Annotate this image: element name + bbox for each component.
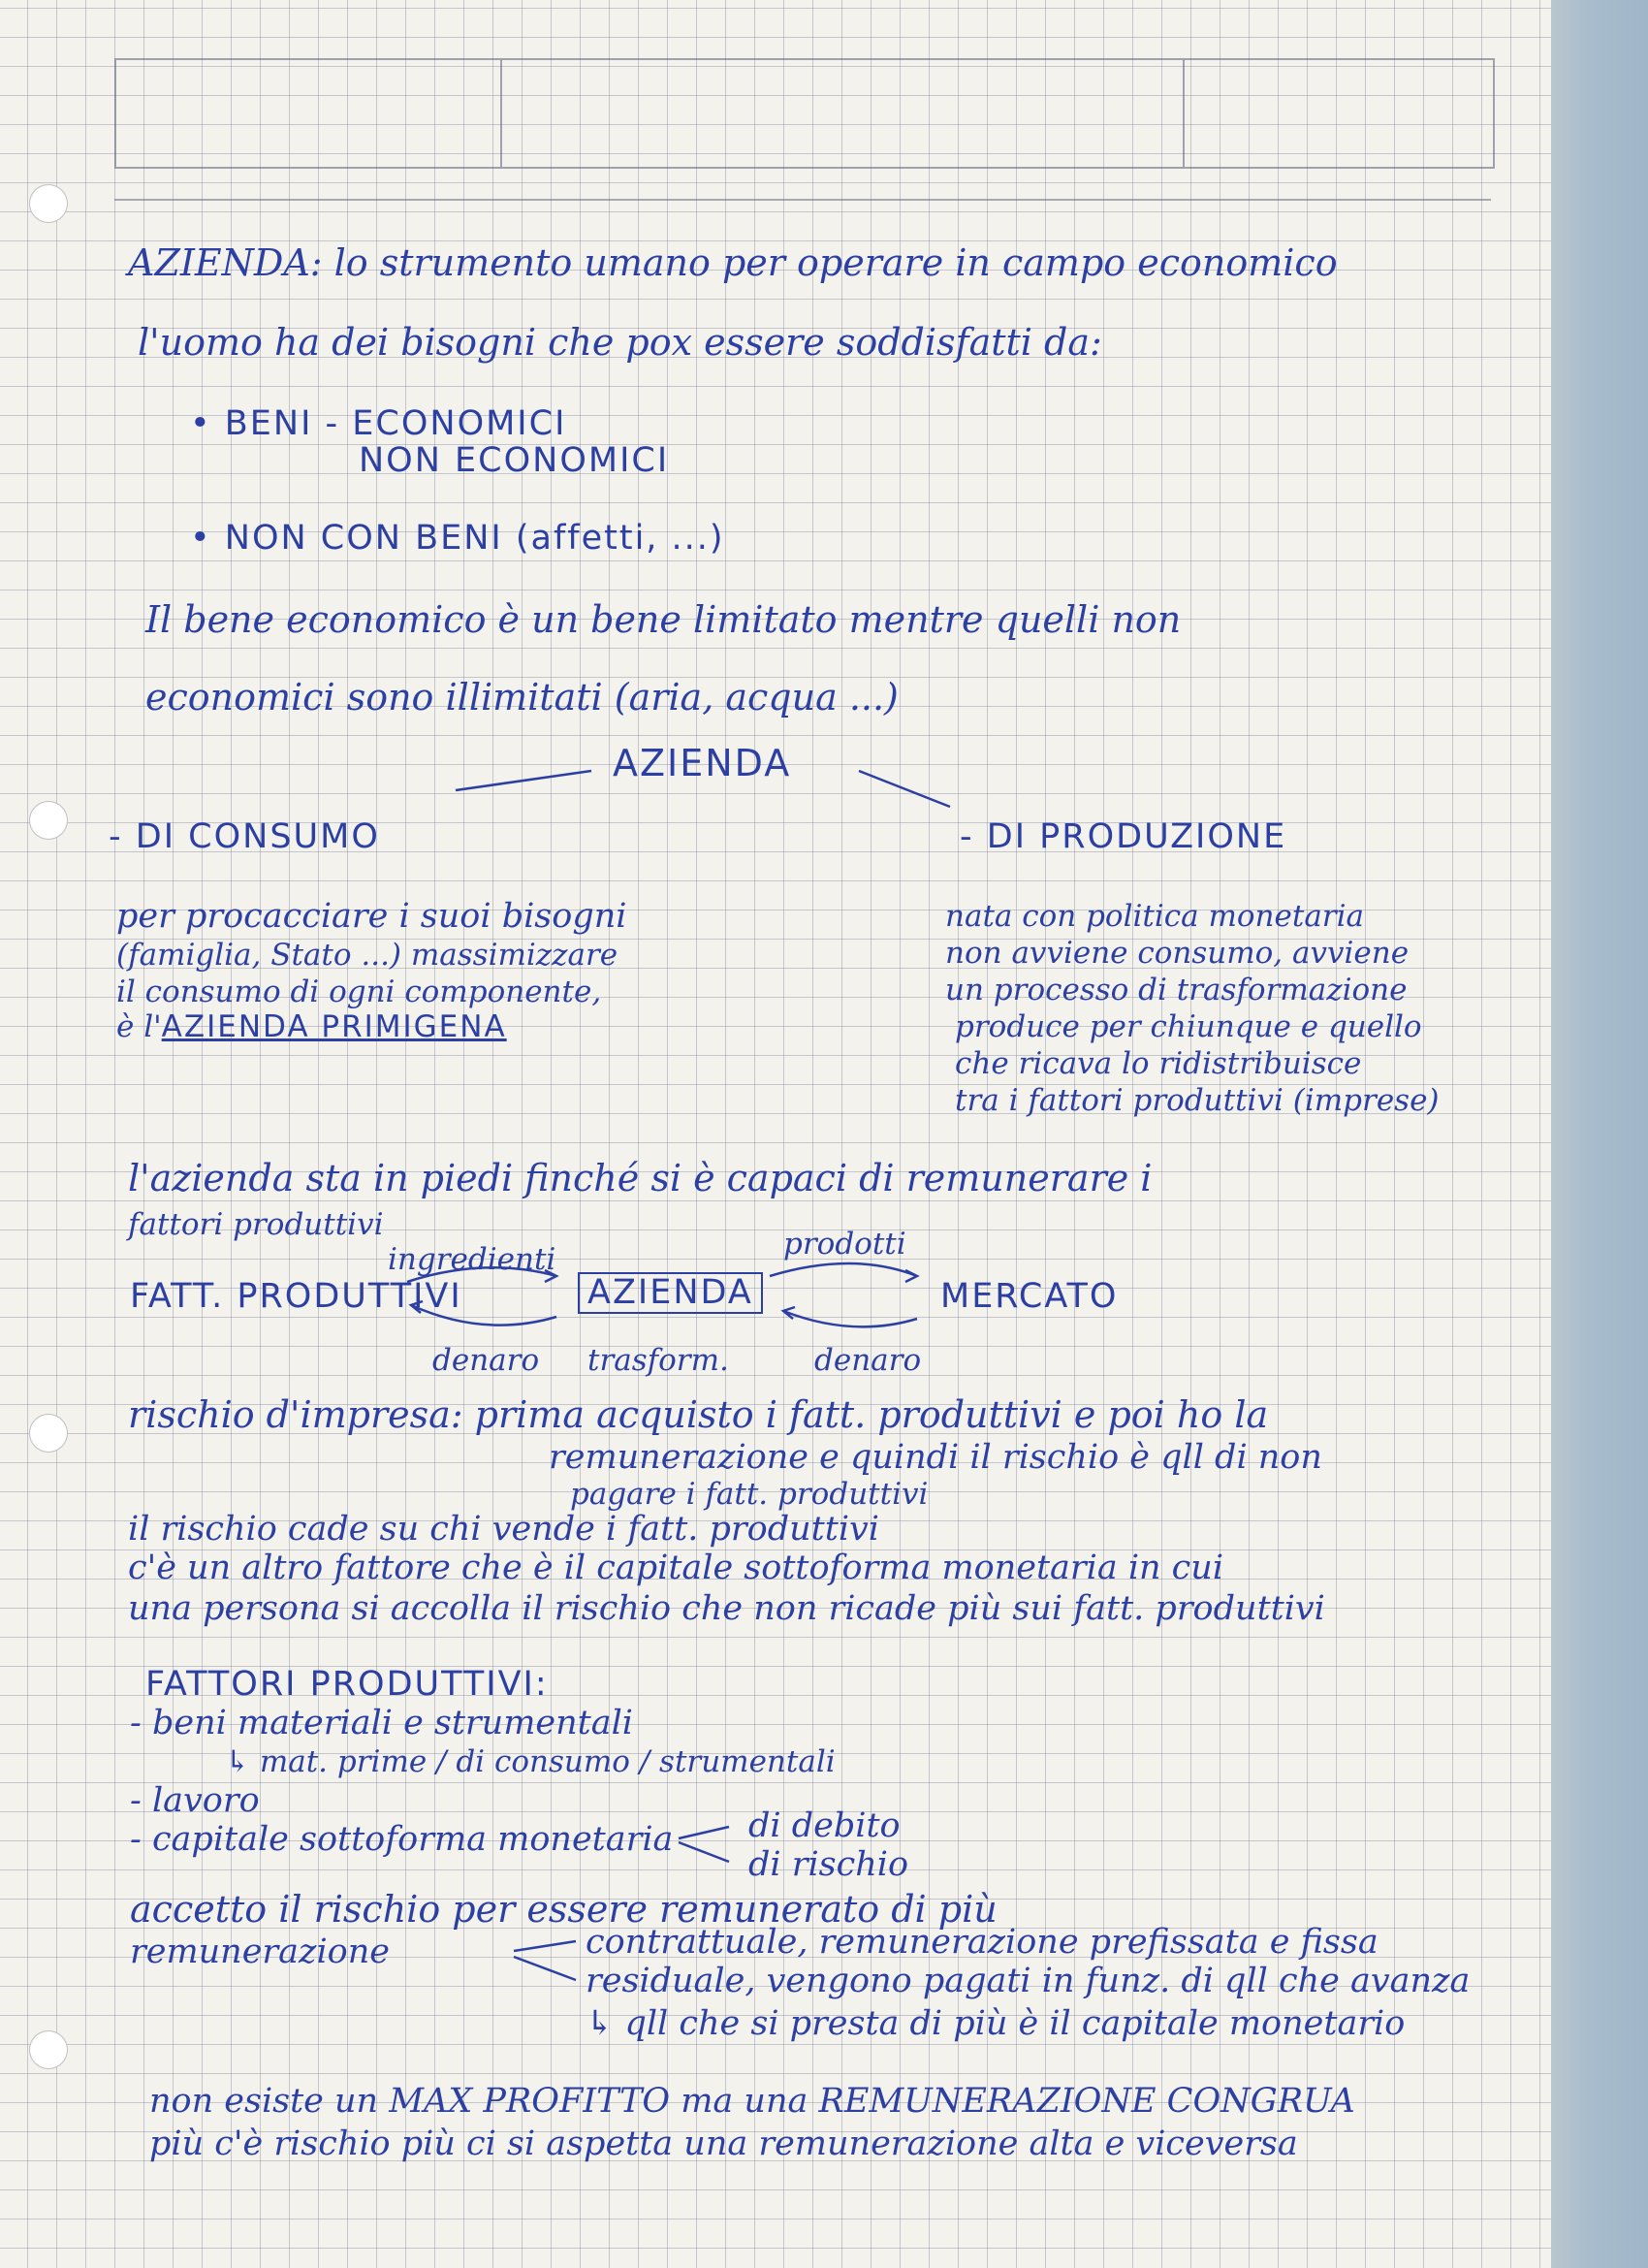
note-line: accetto il rischio per essere remunerato di più xyxy=(130,1888,998,1931)
label-trasform: trasform. xyxy=(587,1343,729,1378)
note-line: pagare i fatt. produttivi xyxy=(570,1477,929,1512)
branch-residuale: residuale, vengono pagati in funz. di qll che avanza xyxy=(586,1962,1471,2000)
label-denaro: denaro xyxy=(814,1343,922,1378)
note-line: l'azienda sta in piedi finché si è capaci di remunerare i xyxy=(128,1157,1153,1199)
page-edge xyxy=(1551,0,1648,2268)
note-line: il rischio cade su chi vende i fatt. produttivi xyxy=(128,1510,879,1549)
label-denaro: denaro xyxy=(432,1343,540,1378)
note-line: l'uomo ha dei bisogni che pox essere soddisfatti da: xyxy=(138,321,1102,364)
note-line: AZIENDA: lo strumento umano per operare in campo economico xyxy=(128,241,1338,284)
produzione-line: tra i fattori produttivi (imprese) xyxy=(955,1083,1440,1118)
consumo-line-text: è l' xyxy=(116,1009,162,1044)
branch-debito: di debito xyxy=(748,1806,901,1845)
note-line: fattori produttivi xyxy=(128,1207,384,1242)
consumo-line xyxy=(116,1009,507,1044)
produzione-line: un processo di trasformazione xyxy=(945,973,1408,1007)
note-line: ↳ qll che si presta di più è il capitale monetario xyxy=(586,2004,1406,2043)
produzione-line: produce per chiunque e quello xyxy=(955,1009,1422,1044)
node-fattori-produttivi: FATT. PRODUTTIVI xyxy=(130,1277,462,1316)
note-line: economici sono illimitati (aria, acqua ...) xyxy=(145,676,899,719)
note-line: Il bene economico è un bene limitato mentre quelli non xyxy=(145,598,1182,641)
header-divider xyxy=(500,60,502,167)
consumo-line: (famiglia, Stato ...) massimizzare xyxy=(116,938,618,973)
consumo-line: per procacciare i suoi bisogni xyxy=(116,897,627,936)
note-line: remunerazione xyxy=(130,1933,390,1971)
list-item: - beni materiali e strumentali xyxy=(130,1704,633,1742)
consumo-line: il consumo di ogni componente, xyxy=(116,974,602,1009)
label-ingredienti: ingredienti xyxy=(388,1242,556,1277)
section-title: AZIENDA xyxy=(613,742,792,784)
list-heading: FATTORI PRODUTTIVI: xyxy=(145,1665,549,1704)
header-box xyxy=(114,58,1495,169)
note-line: remunerazione e quindi il rischio è qll di non xyxy=(549,1438,1322,1477)
note-line: più c'è rischio più ci si aspetta una remunerazione alta e viceversa xyxy=(149,2124,1298,2163)
punch-hole xyxy=(29,2030,68,2069)
punch-hole xyxy=(29,1414,68,1453)
column-heading-produzione: - DI PRODUZIONE xyxy=(960,817,1287,856)
branch-contrattuale: contrattuale, remunerazione prefissata e fissa xyxy=(586,1923,1379,1962)
branch-rischio: di rischio xyxy=(748,1845,909,1884)
header-divider xyxy=(1183,60,1185,167)
label-prodotti: prodotti xyxy=(783,1227,906,1262)
note-line: • NON CON BENI (affetti, ...) xyxy=(190,519,725,558)
node-azienda: AZIENDA xyxy=(578,1272,763,1314)
list-item: - lavoro xyxy=(130,1781,260,1820)
note-line: c'è un altro fattore che è il capitale sottoforma monetaria in cui xyxy=(128,1549,1224,1587)
azienda-primigena: AZIENDA PRIMIGENA xyxy=(161,1009,507,1044)
produzione-line: non avviene consumo, avviene xyxy=(945,936,1410,971)
note-line: • BENI - ECONOMICI xyxy=(190,404,567,443)
punch-hole xyxy=(29,184,68,223)
punch-hole xyxy=(29,801,68,840)
list-item: - capitale sottoforma monetaria xyxy=(130,1820,674,1859)
column-heading-consumo: - DI CONSUMO xyxy=(109,817,380,856)
note-line: rischio d'impresa: prima acquisto i fatt. produttivi e poi ho la xyxy=(128,1393,1269,1436)
produzione-line: nata con politica monetaria xyxy=(945,899,1365,934)
list-subitem: ↳ mat. prime / di consumo / strumentali xyxy=(225,1744,836,1779)
note-line: una persona si accolla il rischio che non ricade più sui fatt. produttivi xyxy=(128,1589,1325,1628)
top-rule xyxy=(114,199,1491,201)
note-line: non esiste un MAX PROFITTO ma una REMUNERAZIONE CONGRUA xyxy=(149,2082,1355,2121)
node-mercato: MERCATO xyxy=(940,1277,1119,1316)
produzione-line: che ricava lo ridistribuisce xyxy=(955,1046,1362,1081)
note-line: NON ECONOMICI xyxy=(359,441,670,480)
